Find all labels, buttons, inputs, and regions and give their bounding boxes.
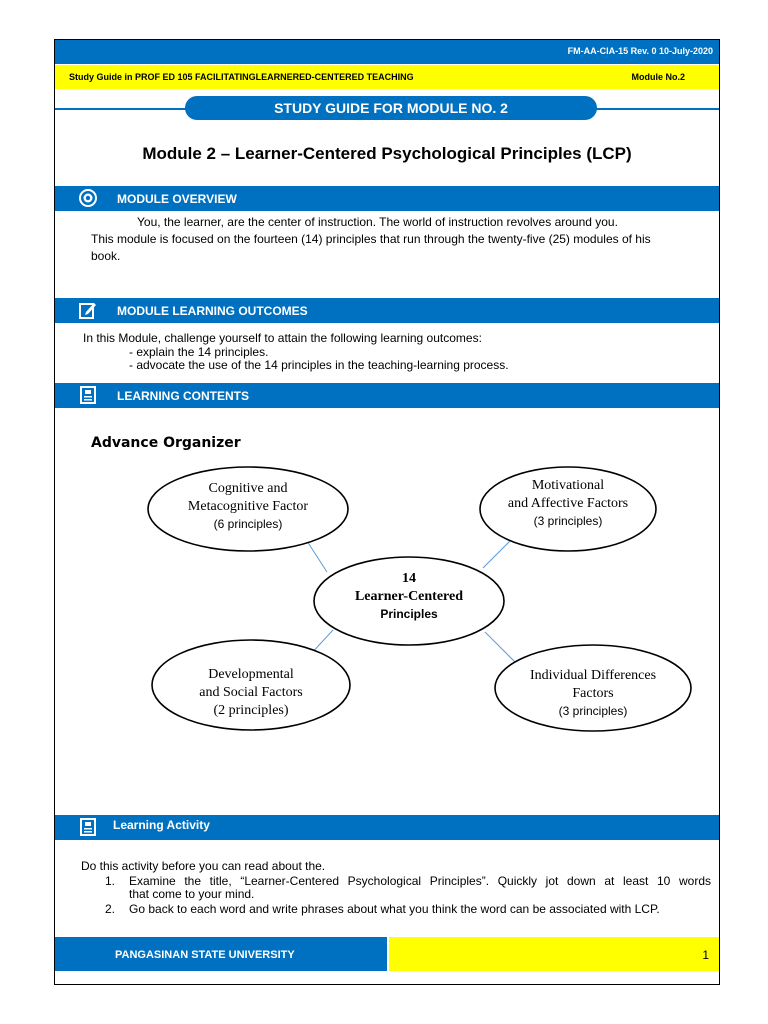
node-cognitive-line-3: (6 principles) <box>213 517 283 531</box>
node-developmental-line-3: (2 principles) <box>213 703 289 718</box>
page <box>54 39 720 985</box>
node-developmental-line-2: and Social Factors <box>199 685 303 700</box>
document-icon <box>79 386 97 404</box>
advance-organizer-diagram <box>55 460 719 740</box>
study-guide-banner: STUDY GUIDE FOR MODULE NO. 2 <box>185 96 597 120</box>
overview-line-2: This module is focused on the fourteen (14) principles that run through the twenty-five (25) modules of his <box>91 232 651 246</box>
contents-section-bar <box>55 383 719 408</box>
activity-heading: Learning Activity <box>113 818 210 832</box>
outcomes-intro: In this Module, challenge yourself to attain the following learning outcomes: <box>83 331 482 345</box>
overview-line-3: book. <box>91 249 121 263</box>
page-number: 1 <box>702 948 709 962</box>
overview-line-1: You, the learner, are the center of instruction. The world of instruction revolves around you. <box>137 215 618 229</box>
activity-item-1-line-2: that come to your mind. <box>129 887 255 901</box>
footer-page-block <box>389 937 719 971</box>
footer-university-block <box>55 937 387 971</box>
activity-item-1-line-1: Examine the title, “Learner-Centered Psychological Principles”. Quickly jot down at least 10 words <box>129 874 711 888</box>
form-code: FM-AA-CIA-15 Rev. 0 10-July-2020 <box>567 46 713 56</box>
node-center-line-3: Principles <box>380 607 438 621</box>
node-developmental-line-1: Developmental <box>208 667 294 682</box>
form-code-bar <box>55 40 719 64</box>
search-icon <box>79 189 97 207</box>
outcome-item-2: - advocate the use of the 14 principles in the teaching-learning process. <box>129 358 509 372</box>
connector-individual <box>485 632 517 664</box>
node-individual-line-1: Individual Differences <box>529 668 657 683</box>
outcomes-section-bar <box>55 298 719 323</box>
node-individual-line-3: (3 principles) <box>558 704 628 718</box>
university-name: PANGASINAN STATE UNIVERSITY <box>115 949 295 961</box>
node-individual-line-2: Factors <box>572 686 614 701</box>
activity-item-1-number: 1. <box>105 874 116 888</box>
activity-intro: Do this activity before you can read about the. <box>81 859 326 873</box>
course-bar <box>55 65 719 89</box>
outcomes-heading: MODULE LEARNING OUTCOMES <box>117 304 308 318</box>
document-icon <box>79 818 97 836</box>
edit-icon <box>79 301 97 319</box>
activity-item-2-number: 2. <box>105 902 116 916</box>
node-motivational-line-3: (3 principles) <box>533 514 603 528</box>
connector-motivational <box>483 540 511 568</box>
outcome-item-1: - explain the 14 principles. <box>129 345 269 359</box>
node-center-line-1: 14 <box>402 571 416 586</box>
node-cognitive-line-2: Metacognitive Factor <box>187 499 309 514</box>
module-title: Module 2 – Learner-Centered Psychological Principles (LCP) <box>142 144 632 163</box>
study-guide-course: Study Guide in PROF ED 105 FACILITATINGLEARNERED-CENTERED TEACHING <box>69 72 414 82</box>
contents-heading: LEARNING CONTENTS <box>117 389 249 403</box>
node-motivational-line-2: and Affective Factors <box>507 496 629 511</box>
organizer-title: Advance Organizer <box>91 435 241 451</box>
node-cognitive-line-1: Cognitive and <box>208 481 288 496</box>
overview-heading: MODULE OVERVIEW <box>117 192 237 206</box>
footer <box>55 937 719 971</box>
activity-item-2: Go back to each word and write phrases about what you think the word can be associated with LCP. <box>129 902 660 916</box>
activity-section-bar <box>55 815 719 840</box>
node-center-line-2: Learner-Centered <box>354 589 464 604</box>
node-motivational-line-1: Motivational <box>531 478 605 493</box>
module-number: Module No.2 <box>631 72 685 82</box>
overview-section-bar <box>55 186 719 211</box>
